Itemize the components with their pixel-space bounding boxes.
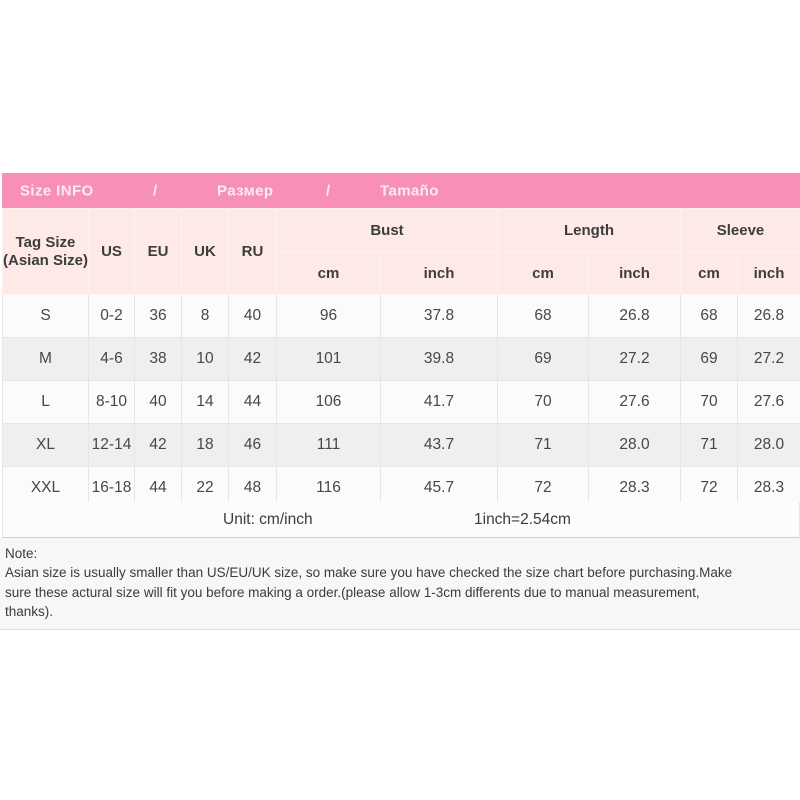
subheader-sleeve-cm: cm bbox=[681, 252, 738, 295]
subheader-sleeve-inch: inch bbox=[738, 252, 800, 295]
cell-bust-cm: 106 bbox=[277, 381, 381, 424]
cell-uk: 18 bbox=[182, 424, 229, 467]
cell-bust-cm: 116 bbox=[277, 467, 381, 510]
title-slash-1: / bbox=[153, 182, 158, 199]
title-razmer: Размер bbox=[217, 182, 274, 199]
cell-uk: 14 bbox=[182, 381, 229, 424]
cell-length-cm: 72 bbox=[498, 467, 589, 510]
size-row-l bbox=[3, 381, 800, 424]
cell-sleeve-cm: 71 bbox=[681, 424, 738, 467]
title-tamano: Tamaño bbox=[380, 182, 439, 199]
title-size-info: Size INFO bbox=[20, 182, 94, 199]
subheader-length-cm: cm bbox=[498, 252, 589, 295]
cell-us: 0-2 bbox=[89, 295, 135, 338]
cell-bust-inch: 43.7 bbox=[381, 424, 498, 467]
col-header-eu: EU bbox=[135, 209, 182, 295]
tag-size-label-line1: Tag Size bbox=[15, 233, 76, 251]
cell-eu: 42 bbox=[135, 424, 182, 467]
cell-length-cm: 70 bbox=[498, 381, 589, 424]
note-section bbox=[0, 538, 800, 630]
title-bar bbox=[2, 173, 800, 208]
cell-size: XXL bbox=[3, 467, 89, 510]
size-row-m bbox=[3, 338, 800, 381]
cell-ru: 40 bbox=[229, 295, 277, 338]
cell-sleeve-inch: 26.8 bbox=[738, 295, 800, 338]
cell-size: XL bbox=[3, 424, 89, 467]
cell-length-cm: 69 bbox=[498, 338, 589, 381]
size-row-s bbox=[3, 295, 800, 338]
cell-sleeve-cm: 68 bbox=[681, 295, 738, 338]
unit-label: Unit: cm/inch bbox=[223, 511, 313, 528]
title-slash-2: / bbox=[326, 182, 331, 199]
cell-eu: 36 bbox=[135, 295, 182, 338]
cell-length-inch: 27.2 bbox=[589, 338, 681, 381]
col-header-ru: RU bbox=[229, 209, 277, 295]
cell-length-inch: 26.8 bbox=[589, 295, 681, 338]
cell-bust-inch: 39.8 bbox=[381, 338, 498, 381]
note-line-1: Asian size is usually smaller than US/EU/UK size, so make sure you have checked the size chart before purchasing.Make bbox=[5, 565, 733, 581]
cell-eu: 38 bbox=[135, 338, 182, 381]
unit-row bbox=[2, 502, 800, 538]
col-header-uk: UK bbox=[182, 209, 229, 295]
cell-us: 8-10 bbox=[89, 381, 135, 424]
cell-ru: 42 bbox=[229, 338, 277, 381]
cell-bust-cm: 101 bbox=[277, 338, 381, 381]
cell-length-inch: 28.0 bbox=[589, 424, 681, 467]
subheader-length-inch: inch bbox=[589, 252, 681, 295]
cell-sleeve-cm: 72 bbox=[681, 467, 738, 510]
note-title: Note: bbox=[5, 546, 38, 561]
cell-bust-cm: 111 bbox=[277, 424, 381, 467]
note-line-3: thanks). bbox=[5, 604, 54, 620]
cell-eu: 44 bbox=[135, 467, 182, 510]
cell-eu: 40 bbox=[135, 381, 182, 424]
cell-size: S bbox=[3, 295, 89, 338]
note-line-2: sure these actural size will fit you before making a order.(please allow 1-3cm differents due to manual measurement, bbox=[5, 584, 700, 600]
col-header-tag-size bbox=[3, 209, 89, 295]
cell-sleeve-cm: 70 bbox=[681, 381, 738, 424]
cell-sleeve-cm: 69 bbox=[681, 338, 738, 381]
cell-us: 12-14 bbox=[89, 424, 135, 467]
subheader-bust-inch: inch bbox=[381, 252, 498, 295]
size-row-xl bbox=[3, 424, 800, 467]
cell-uk: 8 bbox=[182, 295, 229, 338]
cell-bust-cm: 96 bbox=[277, 295, 381, 338]
cell-size: L bbox=[3, 381, 89, 424]
unit-conversion: 1inch=2.54cm bbox=[474, 511, 571, 528]
col-group-bust: Bust bbox=[277, 209, 498, 252]
col-group-sleeve: Sleeve bbox=[681, 209, 800, 252]
cell-us: 16-18 bbox=[89, 467, 135, 510]
cell-us: 4-6 bbox=[89, 338, 135, 381]
subheader-bust-cm: cm bbox=[277, 252, 381, 295]
col-header-us: US bbox=[89, 209, 135, 295]
cell-length-inch: 27.6 bbox=[589, 381, 681, 424]
cell-ru: 44 bbox=[229, 381, 277, 424]
cell-length-cm: 71 bbox=[498, 424, 589, 467]
cell-size: M bbox=[3, 338, 89, 381]
cell-length-cm: 68 bbox=[498, 295, 589, 338]
cell-sleeve-inch: 28.0 bbox=[738, 424, 800, 467]
tag-size-label-line2: (Asian Size) bbox=[3, 251, 89, 269]
header-row-groups bbox=[3, 209, 800, 252]
cell-sleeve-inch: 28.3 bbox=[738, 467, 800, 510]
cell-sleeve-inch: 27.6 bbox=[738, 381, 800, 424]
cell-uk: 10 bbox=[182, 338, 229, 381]
cell-bust-inch: 45.7 bbox=[381, 467, 498, 510]
size-table bbox=[2, 208, 800, 510]
cell-length-inch: 28.3 bbox=[589, 467, 681, 510]
cell-bust-inch: 41.7 bbox=[381, 381, 498, 424]
cell-ru: 48 bbox=[229, 467, 277, 510]
cell-bust-inch: 37.8 bbox=[381, 295, 498, 338]
col-group-length: Length bbox=[498, 209, 681, 252]
cell-uk: 22 bbox=[182, 467, 229, 510]
cell-sleeve-inch: 27.2 bbox=[738, 338, 800, 381]
cell-ru: 46 bbox=[229, 424, 277, 467]
